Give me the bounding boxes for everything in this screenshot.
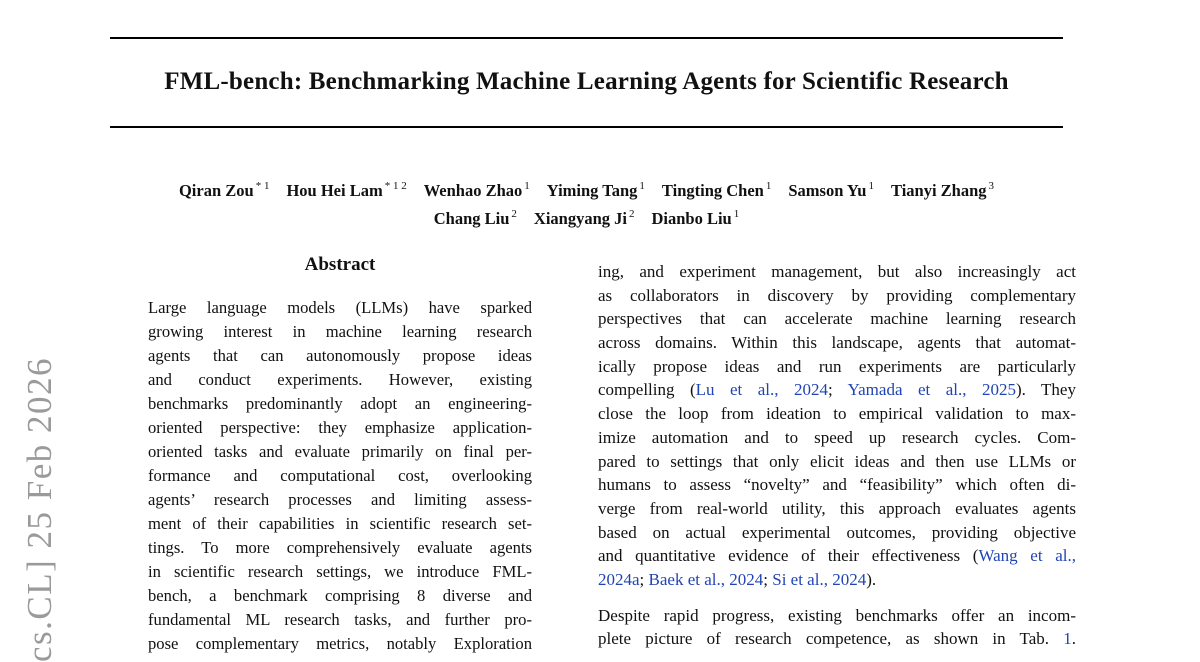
text-segment: perspectives that can accelerate machine learning research	[598, 309, 1076, 329]
authors-line-2	[110, 200, 1063, 228]
text-line: ment of their capabilities in scientific research set-	[148, 514, 532, 533]
author-affiliation-superscript: 1	[639, 180, 645, 192]
title-rule-bottom	[110, 126, 1063, 128]
text-line	[598, 426, 1076, 450]
text-segment: compelling (	[598, 380, 696, 400]
author-name: Qiran Zou $^{* 1}$	[178, 180, 270, 200]
text-segment: plete picture of research competence, as shown in Tab.	[598, 629, 1064, 649]
paragraph	[598, 260, 1076, 592]
text-line: formance and computational cost, overlooking	[148, 466, 532, 485]
text-line	[598, 331, 1076, 355]
text-segment: ;	[827, 380, 848, 400]
author-affiliation-superscript: 3	[988, 180, 995, 192]
text-line: agents’ research processes and limiting assess-	[148, 490, 532, 509]
introduction-column	[598, 260, 1076, 651]
author-affiliation-superscript: 1	[868, 180, 874, 192]
citation-link[interactable]: Wang et al.,	[978, 546, 1076, 566]
abstract-heading: Abstract	[304, 254, 376, 275]
text-segment: ;	[763, 569, 773, 589]
abstract-column	[148, 254, 532, 656]
text-segment: Despite rapid progress, existing benchmarks offer an incom-	[598, 605, 1076, 625]
arxiv-watermark: cs.CL] 25 Feb 2026	[20, 356, 59, 662]
abstract-text	[148, 296, 532, 656]
text-line: fundamental ML research tasks, and further pro-	[148, 610, 532, 629]
author-name: Xiangyang Ji $^2$	[533, 208, 635, 228]
text-line	[598, 355, 1076, 379]
author-affiliation-superscript: 2	[511, 208, 517, 220]
text-segment: humans to assess “novelty” and “feasibility” which often di-	[598, 475, 1076, 495]
author-name: Tianyi Zhang $^3$	[890, 180, 995, 200]
author-affiliation-superscript: 1	[765, 180, 772, 192]
paragraph	[598, 604, 1076, 651]
text-segment: across domains. Within this landscape, agents that automat-	[598, 333, 1076, 353]
text-line	[598, 307, 1076, 331]
text-segment: ;	[639, 569, 649, 589]
text-segment: ically propose ideas and run experiments are particularly	[598, 356, 1076, 376]
text-segment: imize automation and to speed up research cycles. Com-	[598, 427, 1076, 447]
author-affiliation-superscript: 2	[628, 208, 635, 220]
text-line	[598, 260, 1076, 284]
text-line: in scientific research settings, we introduce FML-	[148, 562, 532, 581]
text-segment: .	[1071, 629, 1076, 649]
text-line	[598, 284, 1076, 308]
author-name: Samson Yu $^1$	[788, 180, 874, 200]
author-name: Dianbo Liu $^1$	[651, 208, 740, 228]
text-segment: ing, and experiment management, but also increasingly act	[598, 262, 1076, 281]
text-line	[598, 604, 1076, 628]
text-segment: close the loop from ideation to empirical validation to max-	[598, 404, 1076, 424]
text-segment: pared to settings that only elicit ideas and then use LLMs or	[598, 451, 1076, 471]
text-line	[598, 473, 1076, 497]
authors-line-1	[110, 172, 1063, 200]
text-line: bench, a benchmark comprising 8 diverse and	[148, 586, 532, 605]
text-segment: ). They	[1015, 380, 1076, 400]
text-line: agents that can autonomously propose ideas	[148, 346, 532, 365]
author-name: Tingting Chen $^1$	[661, 180, 772, 200]
text-segment: as collaborators in discovery by providing complementary	[598, 285, 1076, 305]
text-segment: ).	[866, 569, 877, 589]
author-affiliation-superscript: * 1	[255, 180, 270, 192]
text-line	[598, 544, 1076, 568]
text-line	[598, 450, 1076, 474]
author-name: Yiming Tang $^1$	[546, 180, 645, 200]
citation-link[interactable]: Lu et al., 2024	[695, 380, 828, 400]
text-line: tings. To more comprehensively evaluate agents	[148, 538, 532, 557]
text-segment: based on actual experimental outcomes, providing objective	[598, 522, 1076, 542]
citation-link[interactable]: Yamada et al., 2025	[847, 380, 1016, 400]
text-line: benchmarks predominantly adopt an engineering-	[148, 394, 532, 413]
author-name: Chang Liu $^2$	[433, 208, 517, 228]
text-segment: verge from real-world utility, this approach evaluates agents	[598, 498, 1076, 518]
text-line	[598, 497, 1076, 521]
author-affiliation-superscript: * 1 2	[384, 180, 407, 192]
text-line: Large language models (LLMs) have sparked	[148, 298, 532, 317]
text-line: and conduct experiments. However, existing	[148, 370, 532, 389]
author-name: Wenhao Zhao $^1$	[423, 180, 530, 200]
author-block	[110, 172, 1063, 228]
citation-link[interactable]: 2024a	[598, 569, 640, 589]
text-line: pose complementary metrics, notably Exploration	[148, 634, 532, 653]
citation-link[interactable]: Si et al., 2024	[772, 569, 867, 589]
text-segment: and quantitative evidence of their effectiveness (	[598, 546, 979, 566]
citation-link[interactable]: Baek et al., 2024	[648, 569, 764, 589]
author-name: Hou Hei Lam $^{* 1 2}$	[286, 180, 407, 200]
text-line	[598, 521, 1076, 545]
title-rule-top	[110, 37, 1063, 39]
paper-title: FML-bench: Benchmarking Machine Learning Agents for Scientific Research	[164, 68, 1009, 95]
text-line	[598, 627, 1076, 651]
author-affiliation-superscript: 1	[733, 208, 740, 220]
author-affiliation-superscript: 1	[524, 180, 530, 192]
citation-link[interactable]: 1	[1063, 629, 1072, 649]
text-line: oriented perspective: they emphasize application-	[148, 418, 532, 437]
text-line: growing interest in machine learning research	[148, 322, 532, 341]
text-line	[598, 568, 1076, 592]
text-line: oriented tasks and evaluate primarily on final per-	[148, 442, 532, 461]
text-line	[598, 378, 1076, 402]
text-line	[598, 402, 1076, 426]
